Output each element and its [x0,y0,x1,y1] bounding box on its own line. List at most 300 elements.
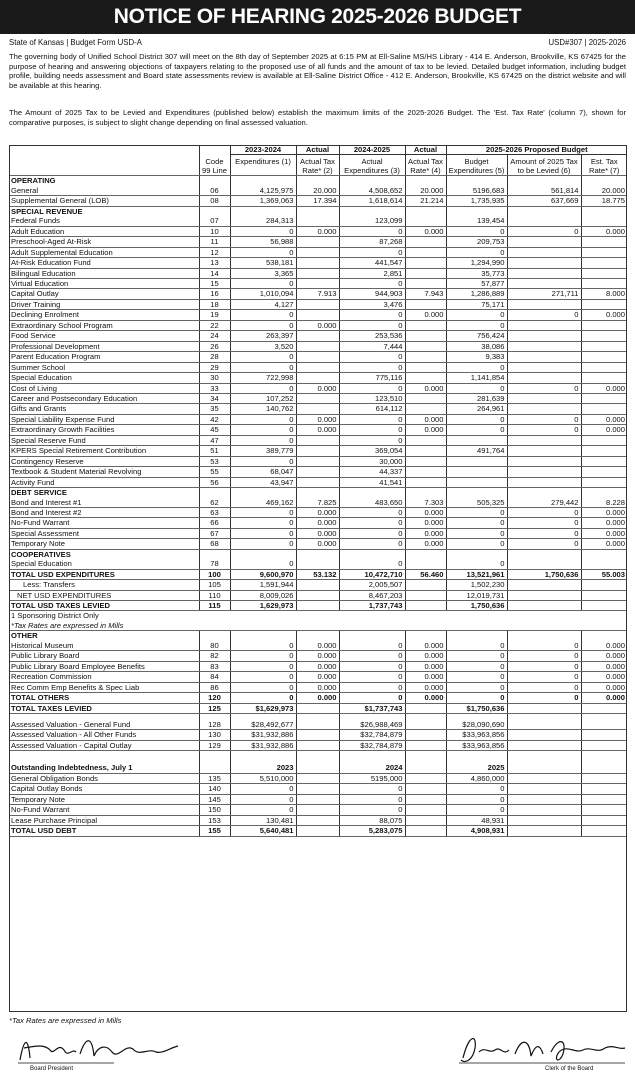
row-value-col7 [581,393,627,403]
row-value-col5: 0 [446,247,507,257]
row-value-col7 [581,268,627,278]
row-value-col2: 0.000 [296,425,339,435]
row-value-col1 [230,631,296,641]
row-label: Special Education [9,559,199,569]
row-value-col4 [405,320,446,330]
row-code: 63 [199,507,230,517]
row-value-col2 [296,341,339,351]
row-value-col2: 7.825 [296,498,339,508]
row-value-col1: 0 [230,414,296,424]
row-value-col7 [581,352,627,362]
row-value-col6 [507,549,581,559]
row-label: KPERS Special Retirement Contribution [9,446,199,456]
row-value-col7 [581,341,627,351]
row-value-col2 [296,456,339,466]
row-code: 145 [199,794,230,804]
row-value-col2: 0.000 [296,518,339,528]
row-value-col4: 0.000 [405,661,446,671]
row-value-col1: 0 [230,672,296,682]
table-row [9,289,627,299]
row-value-col5: 75,171 [446,299,507,309]
row-label: Declining Enrolment [9,310,199,320]
row-code: 30 [199,373,230,383]
row-value-col1: 0 [230,794,296,804]
row-value-col2 [296,488,339,498]
row-value-col1: 0 [230,507,296,517]
row-code: 100 [199,569,230,579]
row-value-col6 [507,467,581,477]
row-value-col2 [296,720,339,730]
row-value-col1: 68,047 [230,467,296,477]
row-value-col4: 56.460 [405,569,446,579]
row-value-col2 [296,477,339,487]
row-value-col7 [581,763,627,773]
row-value-col2: 0.000 [296,383,339,393]
row-value-col1: 0 [230,435,296,445]
row-value-col6 [507,331,581,341]
table-row [9,393,627,403]
row-label: 1 Sponsoring District Only [11,611,99,621]
row-value-col2 [296,784,339,794]
row-value-col6: 279,442 [507,498,581,508]
row-value-col3: 0 [339,518,405,528]
row-value-col1: 0 [230,559,296,569]
col-header-5: Budget Expenditures (5) [446,155,507,176]
row-value-col7 [581,237,627,247]
table-row [9,352,627,362]
row-value-col1: 0 [230,651,296,661]
row-value-col4 [405,299,446,309]
row-value-col1: 4,127 [230,299,296,309]
row-value-col4 [405,247,446,257]
table-row [9,631,627,641]
row-value-col2 [296,730,339,740]
col-header-6: Amount of 2025 Tax to be Levied (6) [507,155,581,176]
row-value-col7: 0.000 [581,226,627,236]
table-row [9,258,627,268]
table-row [9,237,627,247]
row-value-col6 [507,176,581,186]
row-code: 14 [199,268,230,278]
col-header-code: Code 99 Line [199,155,230,176]
row-value-col5: 0 [446,518,507,528]
row-value-col3: 0 [339,672,405,682]
row-value-col2 [296,268,339,278]
row-code: 53 [199,456,230,466]
row-value-col4: 7.303 [405,498,446,508]
row-value-col7 [581,404,627,414]
row-value-col4 [405,331,446,341]
row-value-col6: 0 [507,651,581,661]
row-value-col7: 8.000 [581,289,627,299]
row-code [199,631,230,641]
row-value-col4 [405,826,446,836]
row-value-col6 [507,373,581,383]
row-value-col4 [405,794,446,804]
row-value-col3: 0 [339,352,405,362]
row-value-col2 [296,310,339,320]
table-row [9,693,627,703]
row-value-col5: 0 [446,651,507,661]
row-code: 68 [199,539,230,549]
row-label: NET USD EXPENDITURES [9,590,199,600]
row-label: Public Library Board [9,651,199,661]
row-value-col3: 87,268 [339,237,405,247]
row-value-col3: $32,784,879 [339,730,405,740]
row-value-col4 [405,559,446,569]
row-label: TOTAL USD DEBT [9,826,199,836]
row-value-col7 [581,477,627,487]
row-value-col7 [581,720,627,730]
row-label: General [9,186,199,196]
row-value-col3: 0 [339,507,405,517]
col-header-1: Expenditures (1) [230,155,296,176]
row-code: 153 [199,815,230,825]
row-code: 67 [199,528,230,538]
row-value-col1: 0 [230,805,296,815]
row-label: Career and Postsecondary Education [9,393,199,403]
row-value-col7 [581,794,627,804]
row-value-col4 [405,206,446,216]
row-value-col5: 0 [446,425,507,435]
table-row [9,621,627,631]
row-value-col1: 0 [230,425,296,435]
row-value-col2: 0.000 [296,672,339,682]
row-value-col1: 0 [230,528,296,538]
row-value-col4 [405,456,446,466]
row-code: 11 [199,237,230,247]
table-row [9,414,627,424]
row-value-col2: 0.000 [296,693,339,703]
row-value-col3: 2024 [339,763,405,773]
row-code: 56 [199,477,230,487]
table-row [9,467,627,477]
row-value-col4 [405,278,446,288]
row-value-col5: 1,502,230 [446,580,507,590]
row-value-col6 [507,488,581,498]
row-code: 55 [199,467,230,477]
row-label: Rec Comm Emp Benefits & Spec Liab [9,682,199,692]
row-value-col5: 12,019,731 [446,590,507,600]
row-label: Special Reserve Fund [9,435,199,445]
table-row [9,216,627,226]
row-value-col5: 1,294,990 [446,258,507,268]
row-value-col2 [296,740,339,750]
table-row [9,601,627,611]
row-value-col1: 1,369,063 [230,196,296,206]
row-value-col5: 0 [446,661,507,671]
table-row [9,488,627,498]
row-value-col5: 1,750,636 [446,601,507,611]
table-row [9,247,627,257]
row-value-col2 [296,805,339,815]
row-value-col1: 2023 [230,763,296,773]
row-value-col5: 264,961 [446,404,507,414]
row-value-col3: 1,618,614 [339,196,405,206]
row-value-col3 [339,549,405,559]
group-header-actual-2: Actual [405,145,446,155]
row-label: TOTAL USD EXPENDITURES [9,569,199,579]
row-value-col6 [507,631,581,641]
row-value-col5: 9,383 [446,352,507,362]
row-value-col6 [507,559,581,569]
row-value-col6 [507,362,581,372]
table-row [9,580,627,590]
row-value-col2 [296,826,339,836]
row-code: 130 [199,730,230,740]
row-value-col1: 722,998 [230,373,296,383]
row-value-col3 [339,176,405,186]
table-row [9,826,627,836]
row-value-col5: 0 [446,693,507,703]
row-value-col5: 35,773 [446,268,507,278]
row-value-col5: 0 [446,362,507,372]
row-label: Textbook & Student Material Revolving [9,467,199,477]
row-value-col1: 107,252 [230,393,296,403]
row-value-col3: 2,005,507 [339,580,405,590]
row-value-col5: 48,931 [446,815,507,825]
row-value-col1: 0 [230,247,296,257]
form-header-right: USD#307 | 2025-2026 [548,38,626,47]
row-code: 84 [199,672,230,682]
row-value-col7: 0.000 [581,507,627,517]
table-row [9,672,627,682]
row-value-col5: 209,753 [446,237,507,247]
row-value-col1: 140,762 [230,404,296,414]
row-code: 13 [199,258,230,268]
row-value-col6 [507,456,581,466]
row-value-col4: 0.000 [405,528,446,538]
row-value-col7 [581,278,627,288]
table-column-header [9,155,627,176]
row-value-col5: 0 [446,559,507,569]
table-row [9,226,627,236]
row-value-col7 [581,580,627,590]
row-value-col2: 0.000 [296,539,339,549]
row-value-col1: $31,932,886 [230,730,296,740]
row-value-col7 [581,362,627,372]
row-value-col6 [507,268,581,278]
row-code: 47 [199,435,230,445]
table-row [9,456,627,466]
row-value-col6 [507,206,581,216]
row-value-col3: 441,547 [339,258,405,268]
row-value-col7 [581,247,627,257]
row-value-col5: 13,521,961 [446,569,507,579]
row-value-col1: 0 [230,362,296,372]
row-value-col6 [507,393,581,403]
row-value-col2 [296,352,339,362]
row-value-col5: 0 [446,383,507,393]
row-label: Bond and Interest #2 [9,507,199,517]
row-label: DEBT SERVICE [11,488,67,498]
row-value-col3: $26,988,469 [339,720,405,730]
table-row [9,362,627,372]
row-value-col7 [581,299,627,309]
row-value-col3 [339,206,405,216]
row-value-col6: 0 [507,425,581,435]
row-value-col2: 17.394 [296,196,339,206]
row-value-col3: 0 [339,805,405,815]
row-code: 86 [199,682,230,692]
row-value-col3: 0 [339,383,405,393]
row-value-col4: 0.000 [405,518,446,528]
row-value-col2 [296,631,339,641]
row-value-col3: 0 [339,278,405,288]
row-value-col2: 0.000 [296,682,339,692]
row-value-col6 [507,216,581,226]
row-value-col3: 0 [339,539,405,549]
row-value-col6 [507,826,581,836]
row-code: 26 [199,341,230,351]
row-value-col3: 44,337 [339,467,405,477]
row-label: Special Assessment [9,528,199,538]
row-value-col4: 0.000 [405,226,446,236]
table-row [9,763,627,773]
row-value-col1: $28,492,677 [230,720,296,730]
row-label: Parent Education Program [9,352,199,362]
row-value-col3: 1,737,743 [339,601,405,611]
row-code: 115 [199,601,230,611]
row-value-col3 [339,488,405,498]
row-value-col2 [296,435,339,445]
row-label: Activity Fund [9,477,199,487]
table-row [9,518,627,528]
row-label: Capital Outlay Bonds [9,784,199,794]
row-value-col7: 0.000 [581,641,627,651]
hearing-paragraph: The governing body of Unified School District 307 will meet on the 8th day of September 2025 at 6:15 PM at Ell-Saline MS/HS Library - 414 E. Anderson, Brookville, KS 67425 for the purpose of hearing and answering objections of taxpayers relating to the proposed use of all funds and the amount of tax to be levied. Detailed budget information, including budget profile, building needs assessment and Board state assessments review is available at Ell-Saline District Office - 412 E. Anderson, Brookville, KS 67425 on the district website and will be available at this hearing. [9,52,626,90]
row-value-col5: 5196,683 [446,186,507,196]
row-value-col7 [581,730,627,740]
table-row [9,784,627,794]
table-row [9,446,627,456]
table-row [9,206,627,216]
row-value-col4 [405,467,446,477]
table-row [9,703,627,713]
row-value-col7 [581,488,627,498]
row-value-col2 [296,549,339,559]
row-value-col5: 0 [446,641,507,651]
row-value-col4 [405,730,446,740]
table-row [9,331,627,341]
table-row [9,435,627,445]
row-value-col6: 0 [507,682,581,692]
row-value-col4: 0.000 [405,310,446,320]
row-value-col7 [581,320,627,330]
row-value-col1: 0 [230,456,296,466]
table-row [9,661,627,671]
row-value-col6 [507,730,581,740]
row-label: At-Risk Education Fund [9,258,199,268]
row-code: 34 [199,393,230,403]
row-label: Historical Museum [9,641,199,651]
row-value-col5: 139,454 [446,216,507,226]
row-value-col5: 38,086 [446,341,507,351]
table-row [9,549,627,559]
row-value-col2 [296,176,339,186]
row-label: TOTAL USD TAXES LEVIED [9,601,199,611]
row-value-col7: 0.000 [581,425,627,435]
row-value-col6 [507,341,581,351]
row-value-col4 [405,815,446,825]
row-value-col1: 1,629,973 [230,601,296,611]
row-value-col7 [581,740,627,750]
row-value-col6: 0 [507,518,581,528]
table-row [9,539,627,549]
row-value-col7 [581,331,627,341]
row-value-col2 [296,404,339,414]
row-code: 15 [199,278,230,288]
row-value-col4 [405,631,446,641]
row-label: Supplemental General (LOB) [9,196,199,206]
row-value-col4 [405,216,446,226]
row-label: Temporary Note [9,794,199,804]
row-code: 110 [199,590,230,600]
row-value-col5: 4,860,000 [446,773,507,783]
row-label: Assessed Valuation - All Other Funds [9,730,199,740]
row-value-col4 [405,763,446,773]
row-value-col6 [507,580,581,590]
row-value-col5: 1,286,889 [446,289,507,299]
row-code: 150 [199,805,230,815]
row-value-col2 [296,815,339,825]
row-value-col2 [296,601,339,611]
row-value-col6: 0 [507,226,581,236]
row-value-col1: 3,365 [230,268,296,278]
table-row [9,507,627,517]
row-label: Assessed Valuation - General Fund [9,720,199,730]
row-code: 33 [199,383,230,393]
row-label: TOTAL OTHERS [9,693,199,703]
row-value-col3: 369,054 [339,446,405,456]
table-row [9,373,627,383]
row-value-col5 [446,477,507,487]
row-code: 16 [199,289,230,299]
row-value-col3 [339,631,405,641]
row-value-col4 [405,435,446,445]
row-value-col4 [405,488,446,498]
row-value-col4 [405,703,446,713]
row-value-col3: 30,000 [339,456,405,466]
row-value-col1: 0 [230,682,296,692]
row-value-col4 [405,477,446,487]
row-value-col7 [581,467,627,477]
row-value-col7: 0.000 [581,672,627,682]
row-value-col3: 0 [339,528,405,538]
table-row [9,498,627,508]
row-value-col6: 0 [507,383,581,393]
row-value-col4 [405,352,446,362]
row-code: 22 [199,320,230,330]
row-label: Capital Outlay [9,289,199,299]
group-header-2024: 2024-2025 [339,145,405,155]
row-value-col7 [581,815,627,825]
table-row [9,404,627,414]
row-label: Driver Training [9,299,199,309]
row-label: Preschool-Aged At-Risk [9,237,199,247]
row-value-col4 [405,446,446,456]
row-label: Adult Education [9,226,199,236]
row-value-col6 [507,278,581,288]
row-value-col4: 0.000 [405,693,446,703]
row-value-col1: 0 [230,352,296,362]
row-value-col7 [581,258,627,268]
row-value-col6 [507,815,581,825]
row-value-col1: 43,947 [230,477,296,487]
row-code: 155 [199,826,230,836]
row-value-col7 [581,805,627,815]
row-code: 07 [199,216,230,226]
